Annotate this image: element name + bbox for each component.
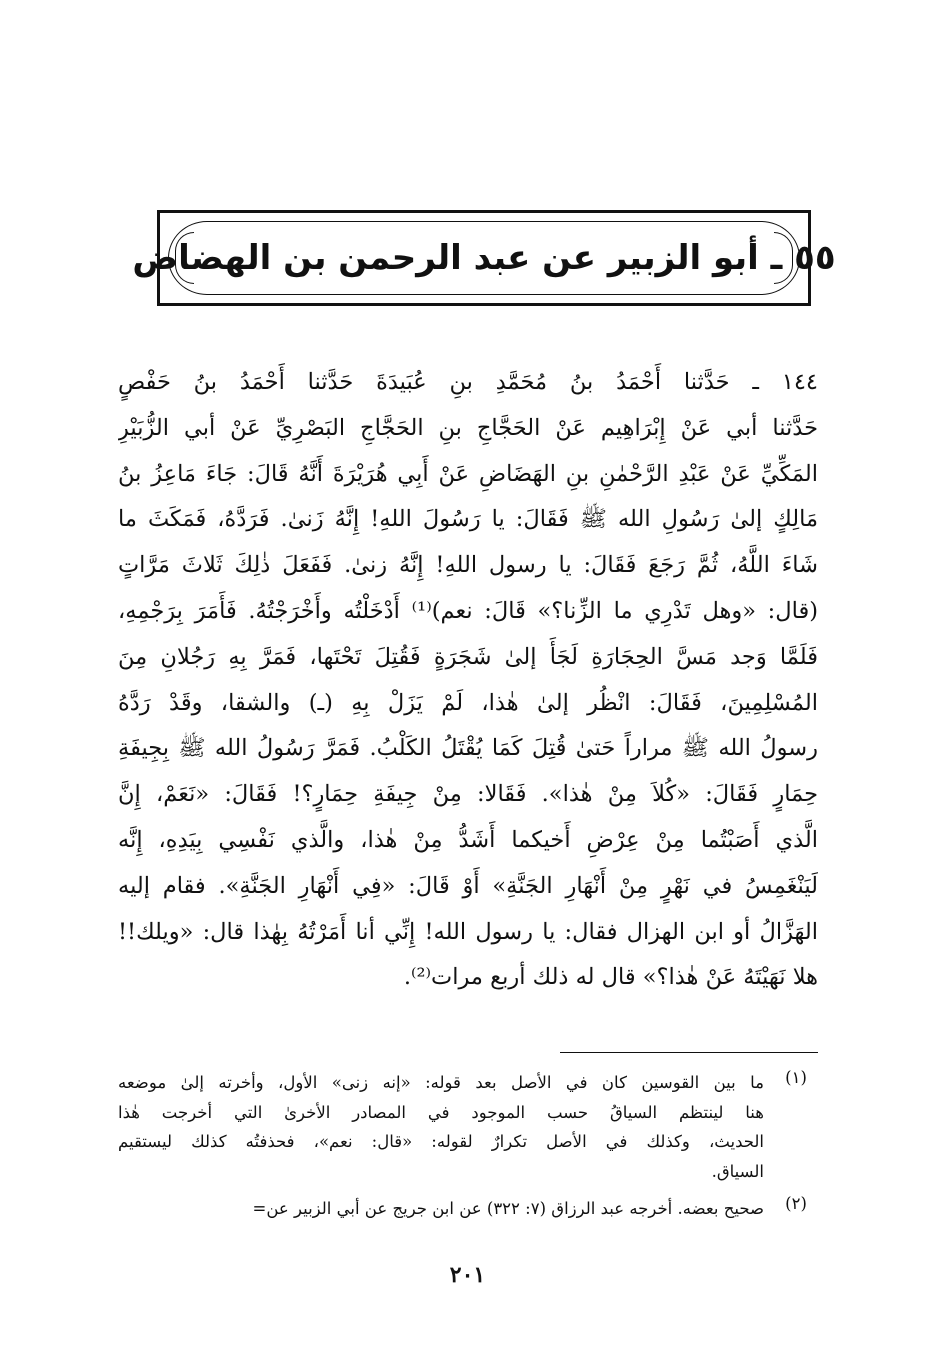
page-number: ٢٠١ bbox=[449, 1262, 486, 1288]
footnote-number: (١) bbox=[785, 1068, 807, 1087]
footnotes bbox=[118, 1068, 818, 1224]
footnote-number: (٢) bbox=[785, 1194, 807, 1213]
footnote-1 bbox=[118, 1068, 818, 1186]
chapter-title-frame bbox=[132, 210, 836, 306]
footnote-line: الحديث، وكذلك في الأصل تكرارٌ لقوله: «قال: نعم»، فحذفتُه كذلك ليستقيم bbox=[118, 1132, 764, 1151]
body-line: شَاءَ اللَّهُ، ثُمَّ رَجَعَ فَقَالَ: يا رسول اللهِ! إِنَّهُ زنىٰ. فَفَعَلَ ذٰلِكَ ثَلاثَ مَرَّاتٍ bbox=[118, 552, 818, 579]
body-line: مَالِكٍ إلىٰ رَسُولِ الله ﷺ فَقَالَ: يا رَسُولَ اللهِ! إِنَّهُ زَنىٰ. فَرَدَّهُ، فَمَكَثَ ما bbox=[118, 506, 818, 533]
body-line: المُسْلِمِينَ، فَقَالَ: انْظُر إلىٰ هٰذا، لَمْ يَزَلْ بِهِ (ـ) والشقا، وقَدْ رَدَّهُ bbox=[118, 689, 818, 716]
hadith-body bbox=[118, 360, 818, 1001]
body-line: الهَزَّالُ أو ابن الهزال فقال: يا رسول الله! إِنِّي أنا أَمَرْتُهُ بِهٰذا قال: «ويلك!! bbox=[118, 918, 818, 945]
footnote-line: هنا لينتظم السياقُ حسب الموجود في المصادر الأخرىٰ التي أخرجت هٰذا bbox=[118, 1102, 764, 1122]
body-line: حِمَارٍ فَقَالَ: «كُلاَ مِنْ هٰذا». فَقَالا: مِنْ جِيفَةِ حِمَارٍ؟! فَقَالَ: «نَعَمْ، إِنَّ bbox=[118, 781, 818, 808]
body-line: فَلَمَّا وَجد مَسَّ الحِجَارَةِ لَجَأَ إلىٰ شَجَرَةٍ فَقُتِلَ تَحْتَها، فَمَرَّ بِهِ رَجُلانِ مِنَ bbox=[118, 643, 818, 670]
footnote-line: ما بين القوسين كان في الأصل بعد قوله: «إنه زنى» الأول، وأخرته إلىٰ موضعه bbox=[118, 1073, 764, 1092]
footnote-2 bbox=[118, 1194, 818, 1224]
body-line: ١٤٤ ـ حَدَّثنا أَحْمَدُ بنُ مُحَمَّدِ بنِ عُبَيدَةَ حَدَّثنا أَحْمَدُ بنُ حَفْصٍ bbox=[118, 369, 818, 395]
body-line: المَكِّيِّ عَنْ عَبْدِ الرَّحْمٰنِ بنِ الهَضَاضِ عَنْ أَبِي هُرَيْرَةَ أَنَّهُ قَالَ: جَاءَ مَاعِزُ بنُ bbox=[118, 460, 818, 487]
body-line: (قال: «وهل تَدْرِي ما الزِّنا؟» قَالَ: نعم)⁽¹⁾ أَدْخَلْتُه وأَخْرَجْتُهُ. فَأَمَرَ بِرَجْمِهِ، bbox=[118, 597, 818, 624]
body-line: رسولُ الله ﷺ مراراً حَتىٰ قُتِلَ كَمَا يُقْتَلُ الكَلْبُ. فَمَرَّ رَسُولُ الله ﷺ بِجِيفَةِ bbox=[118, 735, 818, 762]
chapter-title-ornament bbox=[132, 221, 836, 295]
body-line: هلا نَهَيْتَهُ عَنْ هٰذا؟» قال له ذلك أربع مرات⁽²⁾. bbox=[403, 964, 818, 991]
chapter-title: ٥٥ ـ أبو الزبير عن عبد الرحمن بن الهضاض bbox=[132, 238, 836, 278]
body-line: الَّذي أَصَبْتُما مِنْ عِرْضِ أَخيكما أَشَدُّ مِنْ هٰذا، والَّذي نَفْسِي بِيَدِهِ، إِنَّه bbox=[118, 826, 818, 853]
body-line: حَدَّثنا أبي عَنْ إِبْرَاهِيم عَنْ الحَجَّاجِ بنِ الحَجَّاجِ البَصْرِيِّ عَنْ أبي الزُّبَيْرِ bbox=[118, 414, 818, 441]
footnote-line: السياق. bbox=[711, 1161, 764, 1181]
body-line: لَيَنْغَمِسُ في نَهْرٍ مِنْ أَنْهَارِ الجَنَّةِ» أَوْ قَالَ: «فِي أَنْهَارِ الجَنَّةِ». فقام إليه bbox=[118, 872, 818, 899]
footnote-line: صحيح بعضه. أخرجه عبد الرزاق (٧: ٣٢٢) عن ابن جريج عن أبي الزبير عن= bbox=[252, 1199, 764, 1218]
footnote-separator bbox=[560, 1052, 818, 1053]
